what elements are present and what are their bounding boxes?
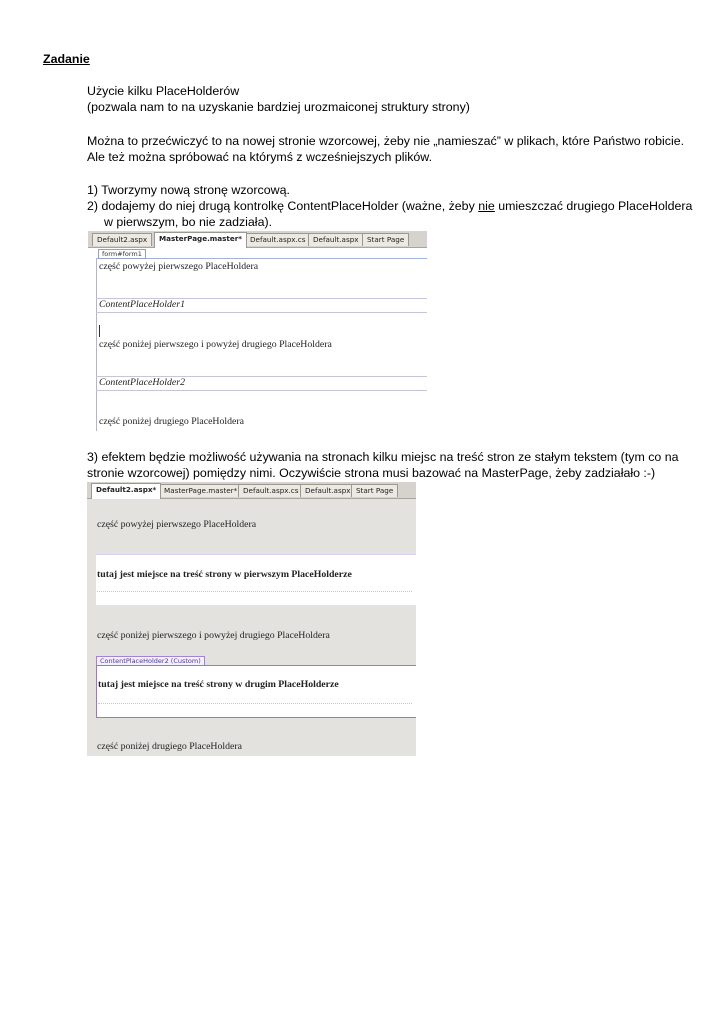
tab-start-page[interactable]: Start Page [362,233,409,246]
step-3: 3) efektem będzie możliwość używania na stronach kilku miejsc na treść stron ze stałym tekstem (tym co na [87,450,679,464]
master-text-below: część poniżej drugiego PlaceHoldera [99,416,244,427]
tab-default-aspx-cs[interactable]: Default.aspx.cs [245,233,311,246]
step-2-part: umieszczać drugiego PlaceHoldera [494,199,693,213]
content-text-above: część powyżej pierwszego PlaceHoldera [97,519,257,530]
doc-title: Zadanie [43,52,90,66]
editor-tab-strip [87,482,416,499]
tab-default2-aspx[interactable]: Default2.aspx [92,233,152,246]
content-1-text: tutaj jest miejsce na treść strony w pierwszym PlaceHolderze [97,569,352,580]
paragraph-line: Można to przećwiczyć to na nowej stronie wzorcowej, żeby nie „namieszać” w plikach, które Państwo robicie. [87,134,685,148]
text-cursor [99,325,100,337]
form-tag: form#form1 [98,249,146,259]
content-area-2[interactable] [96,665,416,718]
step-3-continuation: stronie wzorcowej) pomiędzy nimi. Oczywiście strona musi bazować na MasterPage, żeby zadziałało :-) [87,466,656,480]
content-page-designer-screenshot [87,482,416,756]
placeholder2-bottom [96,390,427,391]
step-2-continuation: w pierwszym, bo nie zadziała). [104,215,273,229]
paragraph-heading: Użycie kilku PlaceHolderów [87,84,240,98]
content-area-1[interactable] [96,554,416,605]
tab-start-page[interactable]: Start Page [351,484,398,497]
paragraph-line: Ale też można spróbować na którymś z wcześniejszych plików. [87,150,433,164]
tab-default-aspx[interactable]: Default.aspx [300,484,356,497]
paragraph-note: (pozwala nam to na uzyskanie bardziej urozmaiconej struktury strony) [87,100,470,114]
master-text-between: część poniżej pierwszego i powyżej drugiego PlaceHoldera [99,339,332,350]
step-1: 1) Tworzymy nową stronę wzorcową. [87,183,290,197]
content-2-text: tutaj jest miejsce na treść strony w drugim PlaceHolderze [98,679,339,690]
placeholder2-tag[interactable]: ContentPlaceHolder2 (Custom) [96,656,205,666]
tab-default-aspx[interactable]: Default.aspx [308,233,364,246]
content-text-below: część poniżej drugiego PlaceHoldera [97,741,242,752]
placeholder1-bottom [96,312,427,313]
content-1-dotted-line [97,591,412,592]
tab-default-aspx-cs[interactable]: Default.aspx.cs [238,484,304,497]
placeholder1-label[interactable]: ContentPlaceHolder1 [99,299,185,310]
tab-masterpage-master[interactable]: MasterPage.master* [159,484,242,497]
step-2-underlined: nie [478,199,495,213]
step-2-part: 2) dodajemy do niej drugą kontrolkę ContentPlaceHolder (ważne, żeby [87,199,479,213]
placeholder2-label[interactable]: ContentPlaceHolder2 [99,377,185,388]
content-text-between: część poniżej pierwszego i powyżej drugiego PlaceHoldera [97,630,330,641]
master-text-above: część powyżej pierwszego PlaceHoldera [99,261,259,272]
tab-default2-aspx[interactable]: Default2.aspx* [91,483,161,499]
form-border [96,258,97,431]
masterpage-designer-screenshot [88,231,427,431]
step-2 [87,198,692,215]
content-2-dotted-line [98,703,412,704]
tab-masterpage-master[interactable]: MasterPage.master* [154,232,247,248]
editor-tab-strip [88,231,427,248]
